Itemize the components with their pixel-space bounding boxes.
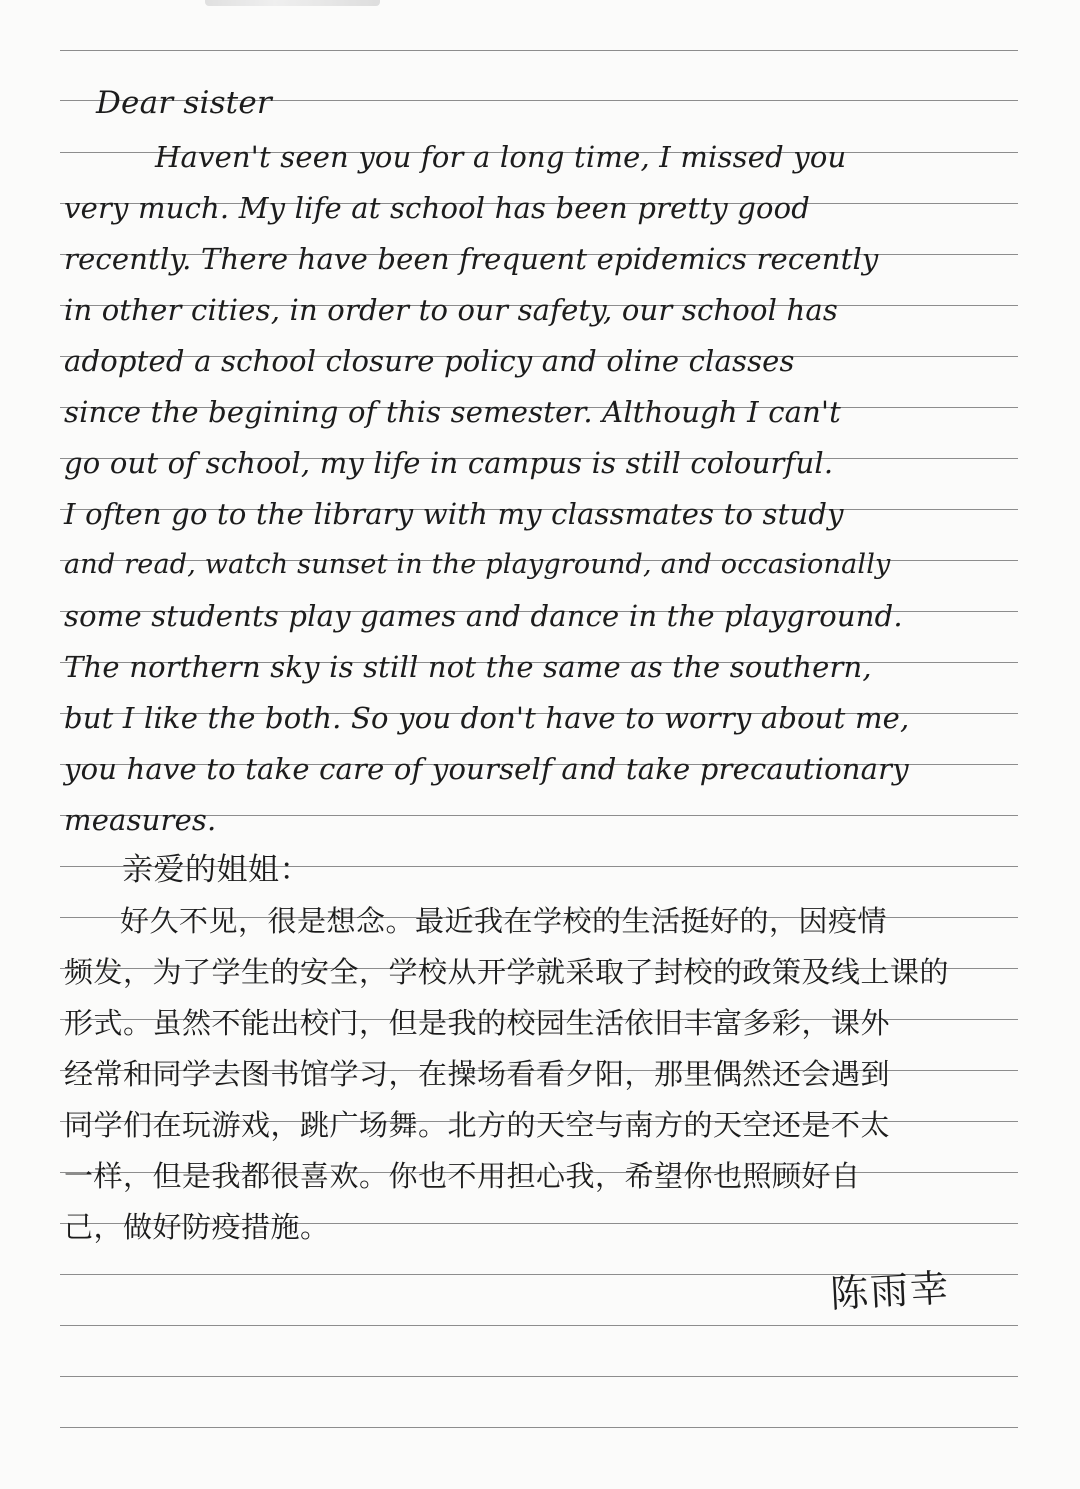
scan-artifact (205, 0, 380, 6)
chinese-line: 经常和同学去图书馆学习，在操场看看夕阳，那里偶然还会遇到 (64, 1057, 891, 1091)
english-line: you have to take care of yourself and take precautionary (64, 752, 909, 786)
english-line: The northern sky is still not the same as the southern, (64, 650, 872, 684)
english-line: adopted a school closure policy and oline classes (64, 344, 795, 378)
english-line: since the begining of this semester. Although I can't (64, 395, 842, 429)
english-line: in other cities, in order to our safety, our school has (64, 293, 838, 327)
english-line: Haven't seen you for a long time, I missed you (155, 140, 847, 174)
english-line: very much. My life at school has been pretty good (64, 191, 811, 225)
english-line: and read, watch sunset in the playground, and occasionally (64, 549, 891, 580)
ruled-line (60, 1325, 1018, 1326)
chinese-line: 形式。虽然不能出校门，但是我的校园生活依旧丰富多彩，课外 (64, 1006, 891, 1040)
english-line: some students play games and dance in the playground. (64, 599, 903, 633)
english-line: I often go to the library with my classmates to study (64, 497, 844, 531)
ruled-line (60, 1427, 1018, 1428)
english-line: but I like the both. So you don't have to worry about me, (64, 701, 910, 735)
english-line: measures. (64, 803, 217, 837)
english-line: recently. There have been frequent epidemics recently (64, 242, 879, 276)
chinese-line: 频发，为了学生的安全，学校从开学就采取了封校的政策及线上课的 (64, 955, 950, 989)
english-salutation: Dear sister (96, 85, 272, 121)
chinese-line: 一样，但是我都很喜欢。你也不用担心我，希望你也照顾好自 (64, 1159, 861, 1193)
signature: 陈雨幸 (829, 1265, 952, 1317)
ruled-line (60, 50, 1018, 51)
chinese-line: 好久不见，很是想念。最近我在学校的生活挺好的，因疫情 (120, 904, 888, 938)
chinese-line: 己，做好防疫措施。 (64, 1210, 330, 1244)
english-line: go out of school, my life in campus is still colourful. (64, 446, 834, 480)
chinese-salutation: 亲爱的姐姐： (122, 852, 311, 888)
ruled-line (60, 1376, 1018, 1377)
chinese-line: 同学们在玩游戏，跳广场舞。北方的天空与南方的天空还是不太 (64, 1108, 891, 1142)
